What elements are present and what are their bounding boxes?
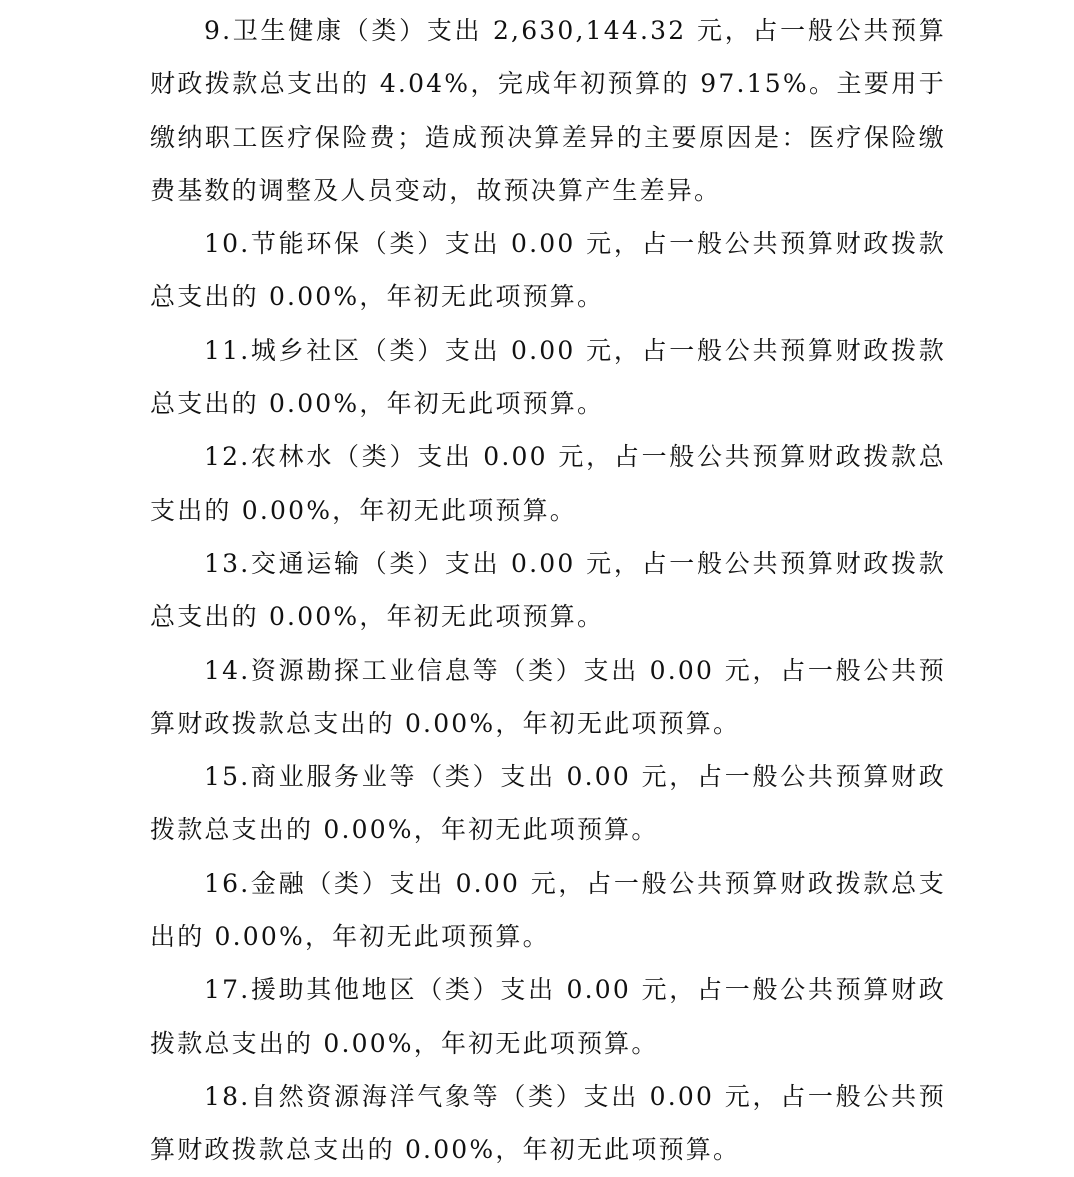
paragraph-resource-exploration: 14.资源勘探工业信息等（类）支出 0.00 元，占一般公共预算财政拨款总支出的 0.00%，年初无此项预算。 (150, 655, 946, 738)
document-body (150, 4, 946, 1177)
paragraph-energy-environment: 10.节能环保（类）支出 0.00 元，占一般公共预算财政拨款总支出的 0.00%，年初无此项预算。 (150, 229, 946, 312)
paragraph-aid-other-regions: 17.援助其他地区（类）支出 0.00 元，占一般公共预算财政拨款总支出的 0.00%，年初无此项预算。 (150, 975, 946, 1058)
paragraph-finance: 16.金融（类）支出 0.00 元，占一般公共预算财政拨款总支出的 0.00%，年初无此项预算。 (150, 868, 946, 952)
paragraph-transportation: 13.交通运输（类）支出 0.00 元，占一般公共预算财政拨款总支出的 0.00%，年初无此项预算。 (150, 548, 946, 632)
paragraph-urban-rural-community: 11.城乡社区（类）支出 0.00 元，占一般公共预算财政拨款总支出的 0.00%，年初无此项预算。 (150, 335, 946, 419)
paragraph-health-expenditure: 9.卫生健康（类）支出 2,630,144.32 元，占一般公共预算财政拨款总支出的 4.04%，完成年初预算的 97.15%。主要用于缴纳职工医疗保险费；造成预决算差异的主要原因是：医疗保险缴费基数的调整及人员变动，故预决算产生差异。 (150, 16, 946, 205)
paragraph-commerce-services: 15.商业服务业等（类）支出 0.00 元，占一般公共预算财政拨款总支出的 0.00%，年初无此项预算。 (150, 762, 946, 845)
paragraph-natural-resources: 18.自然资源海洋气象等（类）支出 0.00 元，占一般公共预算财政拨款总支出的 0.00%，年初无此项预算。 (150, 1081, 946, 1165)
paragraph-agriculture-forestry-water: 12.农林水（类）支出 0.00 元，占一般公共预算财政拨款总支出的 0.00%，年初无此项预算。 (150, 442, 946, 525)
